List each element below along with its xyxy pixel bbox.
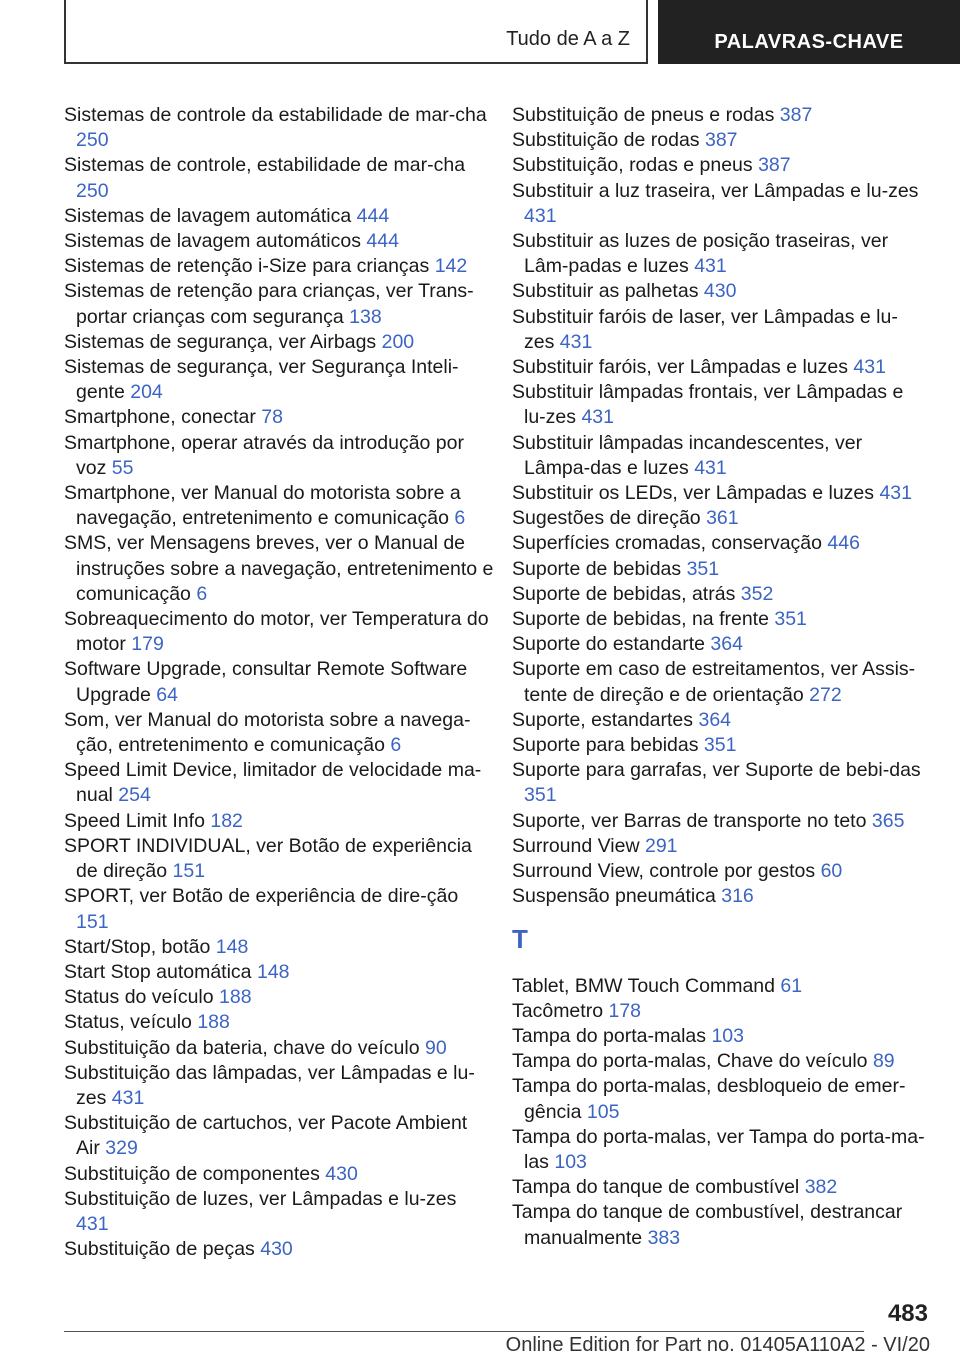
index-entry-page-link[interactable]: 387 [779, 104, 813, 126]
index-entry [512, 1024, 928, 1049]
index-entry [512, 179, 928, 229]
index-entry [512, 859, 928, 884]
index-entry-page-link[interactable]: 151 [172, 860, 206, 883]
index-entry-page-link[interactable]: 351 [703, 734, 737, 757]
index-entry [512, 1175, 928, 1200]
index-entry-text: Tampa do tanque de combustível, destrancar manualmente [512, 1201, 903, 1249]
index-entry-page-link[interactable]: 89 [872, 1050, 895, 1073]
index-entry [64, 809, 494, 834]
index-entry-page-link[interactable]: 6 [196, 582, 208, 605]
index-entry [512, 834, 928, 859]
index-column-left [64, 103, 494, 1262]
index-entry-text: Start Stop automática [64, 960, 252, 983]
index-entry-page-link[interactable]: 151 [76, 910, 109, 933]
index-entry-page-link[interactable]: 182 [210, 809, 243, 832]
index-entry-text: Substituir os LEDs, ver Lâmpadas e luzes [512, 482, 875, 505]
index-entry [64, 607, 494, 657]
index-entry-page-link[interactable]: 351 [774, 608, 807, 631]
index-entry-text: Sistemas de lavagem automáticos [64, 230, 361, 253]
index-entry-page-link[interactable]: 431 [524, 204, 557, 227]
index-entry-page-link[interactable]: 250 [76, 179, 109, 202]
index-entry [512, 758, 928, 808]
index-entry-page-link[interactable]: 316 [721, 885, 754, 908]
index-entry [512, 557, 928, 582]
index-entry-page-link[interactable]: 430 [260, 1238, 293, 1261]
index-entry-text: Smartphone, conectar [64, 406, 256, 429]
index-entry-text: Surround View [512, 834, 640, 857]
index-entry [64, 960, 494, 985]
index-entry-text: Substituição de luzes, ver Lâmpadas e lu-zes [64, 1187, 457, 1210]
index-entry [512, 733, 928, 758]
index-entry-page-link[interactable]: 329 [105, 1137, 138, 1160]
index-entry-page-link[interactable]: 105 [586, 1100, 620, 1123]
index-entry [64, 708, 494, 758]
index-entry [64, 758, 494, 808]
index-entry-text: Sistemas de controle, estabilidade de mar-cha [64, 154, 466, 177]
footer-edition: Online Edition for Part no. 01405A110A2 - VI/20 [505, 1334, 930, 1356]
index-entry [64, 884, 494, 934]
index-entry [512, 531, 928, 556]
index-entry [512, 632, 928, 657]
index-entry-text: Tablet, BMW Touch Command [512, 974, 775, 997]
index-entry-page-link[interactable]: 431 [853, 356, 886, 379]
index-entry [512, 1200, 928, 1250]
section-tab [658, 0, 960, 64]
index-entry-text: Substituição de componentes [64, 1162, 320, 1185]
header-frame [64, 0, 648, 64]
index-entry-page-link[interactable]: 352 [740, 582, 774, 605]
index-entry-text: Som, ver Manual do motorista sobre a navega-ção, entretenimento e comunicação [64, 708, 471, 757]
index-entry [64, 254, 494, 279]
index-entry-page-link[interactable]: 142 [434, 255, 468, 278]
index-entry-page-link[interactable]: 103 [711, 1024, 744, 1047]
index-entry [64, 1187, 494, 1237]
index-entry-text: Suporte de bebidas [512, 557, 682, 580]
index-entry-page-link[interactable]: 351 [686, 557, 720, 580]
index-entry-page-link[interactable]: 6 [454, 507, 466, 530]
index-entry [64, 405, 494, 430]
index-entry-text: Suporte para garrafas, ver Suporte de bebi-das [512, 759, 921, 782]
index-entry-text: Sugestões de direção [512, 507, 701, 530]
index-entry [512, 305, 928, 355]
index-entry-page-link[interactable]: 364 [710, 633, 743, 656]
index-entry-page-link[interactable]: 61 [780, 974, 803, 997]
index-entry-page-link[interactable]: 431 [76, 1212, 109, 1235]
index-entry-page-link[interactable]: 138 [349, 305, 382, 328]
index-entry-page-link[interactable]: 254 [118, 784, 151, 807]
index-entry [512, 355, 928, 380]
index-entry [512, 974, 928, 999]
index-entry-text: Substituir lâmpadas incandescentes, ver Lâmpa-das e luzes [512, 431, 863, 479]
index-entry-text: Tampa do tanque de combustível [512, 1176, 800, 1199]
letter-heading: T [512, 923, 528, 954]
index-entry [64, 1162, 494, 1187]
index-entry-text: Sistemas de retenção i-Size para crianças [64, 255, 430, 278]
index-entry-page-link[interactable]: 204 [130, 381, 163, 404]
index-entry [512, 884, 928, 909]
index-entry-page-link[interactable]: 148 [215, 935, 249, 958]
index-entry-text: Sistemas de segurança, ver Airbags [64, 330, 377, 353]
index-entry-text: Substituição, rodas e pneus [512, 154, 753, 177]
index-entry [512, 1074, 928, 1124]
index-entry-text: Speed Limit Info [64, 809, 205, 832]
index-entry-text: Sistemas de lavagem automática [64, 204, 352, 227]
index-entry [512, 279, 928, 304]
index-entry-text: Tampa do porta-malas, Chave do veículo [512, 1050, 868, 1073]
index-entry [64, 481, 494, 531]
index-entry [64, 103, 494, 153]
index-entry-page-link[interactable]: 291 [644, 834, 678, 857]
index-entry-text: SMS, ver Mensagens breves, ver o Manual de instruções sobre a navegação, entretenimento e comunicação [64, 532, 494, 605]
index-entry-page-link[interactable]: 60 [820, 860, 843, 883]
index-entry-page-link[interactable]: 90 [424, 1036, 447, 1059]
index-entry [64, 1036, 494, 1061]
index-entry-page-link[interactable]: 188 [197, 1011, 230, 1034]
index-entry-page-link[interactable]: 272 [809, 683, 842, 706]
index-entry-text: Substituição de cartuchos, ver Pacote Ambient Air [64, 1112, 468, 1160]
index-entry-page-link[interactable]: 188 [219, 986, 252, 1009]
index-entry-text: Smartphone, operar através da introdução por voz [64, 431, 464, 479]
page-number: 483 [887, 1300, 928, 1327]
index-entry-text: Software Upgrade, consultar Remote Software Upgrade [64, 658, 468, 706]
index-entry-text: Substituir a luz traseira, ver Lâmpadas e lu-zes [512, 179, 919, 202]
index-entry-text: SPORT, ver Botão de experiência de dire-ção [64, 885, 459, 908]
index-entry-text: Surround View, controle por gestos [512, 860, 816, 883]
index-entry-page-link[interactable]: 431 [694, 255, 727, 278]
index-entry-text: Sobreaquecimento do motor, ver Temperatura do motor [64, 608, 489, 656]
index-entry [512, 999, 928, 1024]
index-entry-text: Suporte para bebidas [512, 734, 699, 757]
index-entry-text: Substituição da bateria, chave do veículo [64, 1036, 420, 1059]
index-entry-page-link[interactable]: 179 [131, 633, 164, 656]
index-entry-text: Suporte, ver Barras de transporte no teto [512, 809, 867, 832]
index-entry-text: Substituição de peças [64, 1238, 255, 1261]
index-entry-page-link[interactable]: 361 [706, 507, 739, 530]
index-entry [512, 809, 928, 834]
index-entry-page-link[interactable]: 387 [704, 129, 738, 152]
index-entry-text: Substituição das lâmpadas, ver Lâmpadas e lu-zes [64, 1061, 475, 1109]
index-entry-text: Substituir lâmpadas frontais, ver Lâmpadas e lu-zes [512, 381, 904, 429]
index-entry-text: Substituir faróis, ver Lâmpadas e luzes [512, 356, 848, 379]
index-entry-text: Substituição de rodas [512, 129, 700, 152]
index-entry-text: Sistemas de controle da estabilidade de mar-cha [64, 104, 487, 126]
index-entry-page-link[interactable]: 103 [554, 1150, 587, 1173]
index-entry [512, 128, 928, 153]
index-entry [512, 607, 928, 632]
index-column-right [512, 103, 928, 1251]
index-entry [512, 657, 928, 707]
index-entry-text: Tampa do porta-malas, desbloqueio de emer-gência [512, 1075, 906, 1123]
index-entry-text: Suporte de bebidas, atrás [512, 582, 736, 605]
index-entry [64, 153, 494, 203]
index-entry-page-link[interactable]: 383 [647, 1226, 681, 1249]
index-entry-text: Substituição de pneus e rodas [512, 104, 775, 126]
index-entry [64, 330, 494, 355]
index-entry [64, 834, 494, 884]
index-entry-page-link[interactable]: 365 [871, 809, 905, 832]
section-title: Tudo de A a Z [506, 28, 630, 50]
index-entry-text: Speed Limit Device, limitador de velocidade ma-nual [64, 759, 482, 807]
index-entry [64, 279, 494, 329]
index-entry [512, 708, 928, 733]
index-entry-page-link[interactable]: 431 [581, 406, 614, 429]
index-entry-text: Substituir as luzes de posição traseiras, ver Lâm-padas e luzes [512, 230, 889, 278]
index-entry-page-link[interactable]: 64 [156, 683, 178, 706]
index-entry-text: Suporte do estandarte [512, 633, 705, 656]
index-entry [64, 355, 494, 405]
index-entry-text: Sistemas de segurança, ver Segurança Inteli-gente [64, 356, 459, 404]
index-entry-page-link[interactable]: 250 [76, 129, 109, 152]
index-entry-page-link[interactable]: 351 [524, 784, 557, 807]
index-entry-text: Tampa do porta-malas [512, 1024, 707, 1047]
index-entry-text: Sistemas de retenção para crianças, ver Trans-portar crianças com segurança [64, 280, 474, 328]
index-entry-text: Status, veículo [64, 1011, 192, 1034]
index-entry [64, 1237, 494, 1262]
index-entry [64, 1111, 494, 1161]
index-entry [64, 985, 494, 1010]
index-entry [512, 431, 928, 481]
section-tab-label: PALAVRAS-CHAVE [714, 30, 904, 53]
footer-divider [64, 1331, 864, 1332]
index-entry-page-link[interactable]: 430 [703, 280, 737, 303]
index-group-t [512, 974, 928, 1251]
index-entry [64, 1010, 494, 1035]
index-entry-page-link[interactable]: 178 [608, 999, 642, 1022]
index-entry [512, 506, 928, 531]
index-entry [64, 431, 494, 481]
index-entry [512, 1125, 928, 1175]
index-entry-page-link[interactable]: 431 [111, 1086, 145, 1109]
index-entry-text: Suporte, estandartes [512, 708, 694, 731]
index-entry-text: Substituir as palhetas [512, 280, 699, 303]
index-entry-page-link[interactable]: 78 [261, 406, 283, 429]
index-entry-page-link[interactable]: 6 [390, 734, 402, 757]
index-entry [512, 1049, 928, 1074]
index-entry-page-link[interactable]: 364 [698, 708, 732, 731]
index-entry-page-link[interactable]: 444 [356, 204, 390, 227]
index-entry-page-link[interactable]: 431 [559, 330, 593, 353]
index-entry-page-link[interactable]: 387 [758, 154, 791, 177]
index-entry [512, 582, 928, 607]
index-entry [64, 1061, 494, 1111]
index-entry-text: Superfícies cromadas, conservação [512, 532, 822, 555]
index-entry-page-link[interactable]: 431 [694, 456, 727, 479]
index-entry-page-link[interactable]: 431 [879, 482, 912, 505]
index-entry [512, 153, 928, 178]
index-entry-page-link[interactable]: 148 [256, 960, 290, 983]
index-entry-text: Tacômetro [512, 999, 604, 1022]
index-entry-text: Status do veículo [64, 986, 214, 1009]
index-entry [64, 229, 494, 254]
index-entry [64, 935, 494, 960]
index-entry [64, 657, 494, 707]
index-entry-text: Tampa do porta-malas, ver Tampa do porta-ma-las [512, 1125, 925, 1173]
index-entry-page-link[interactable]: 55 [111, 456, 134, 479]
index-entry-page-link[interactable]: 200 [381, 330, 415, 353]
index-entry-text: Substituir faróis de laser, ver Lâmpadas e lu-zes [512, 305, 898, 353]
index-entry [512, 103, 928, 128]
index-entry-page-link[interactable]: 446 [827, 532, 860, 555]
index-entry-page-link[interactable]: 430 [325, 1162, 358, 1185]
index-entry [512, 229, 928, 279]
index-entry [512, 481, 928, 506]
index-entry-text: Start/Stop, botão [64, 935, 211, 958]
index-entry-text: Suspensão pneumática [512, 885, 716, 908]
index-entry [64, 204, 494, 229]
index-entry-text: Suporte em caso de estreitamentos, ver Assis-tente de direção e de orientação [512, 658, 916, 706]
index-entry-text: Smartphone, ver Manual do motorista sobre a navegação, entretenimento e comunicação [64, 482, 461, 530]
index-group-s [512, 103, 928, 910]
index-entry-text: Suporte de bebidas, na frente [512, 608, 769, 631]
index-entry-text: SPORT INDIVIDUAL, ver Botão de experiência de direção [64, 834, 472, 883]
index-entry [64, 531, 494, 607]
index-entry-page-link[interactable]: 444 [366, 230, 399, 253]
index-entry [512, 380, 928, 430]
index-entry-page-link[interactable]: 382 [804, 1176, 838, 1199]
